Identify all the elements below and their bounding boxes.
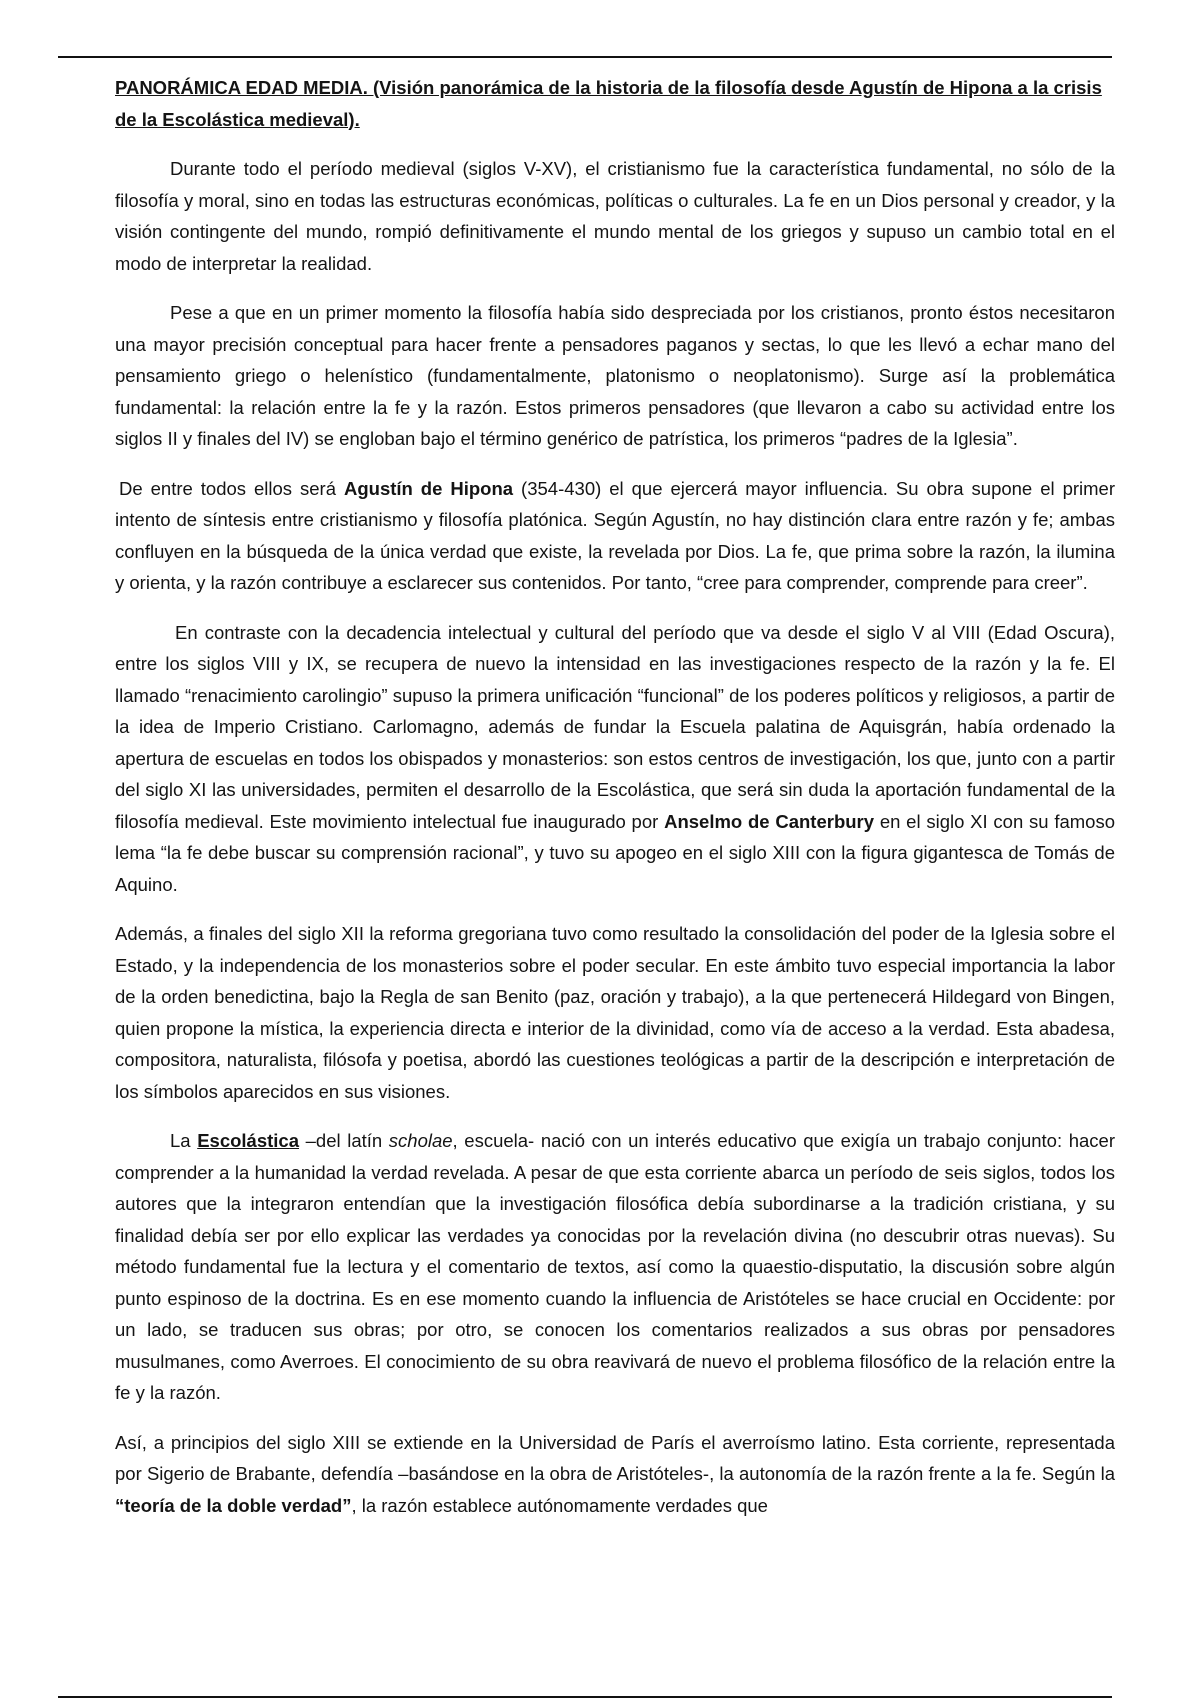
top-rule xyxy=(58,56,1112,58)
escolastica-bold-underline: Escolástica xyxy=(197,1130,300,1151)
scholae-italic: scholae xyxy=(388,1130,453,1151)
paragraph-4 xyxy=(115,617,1115,901)
paragraph-4-text-c: en el siglo XI con su famoso lema “la fe debe buscar su comprensión racional”, y tuvo su apogeo en el siglo XIII con la figura gigantesca de Tomás de Aquino. xyxy=(115,810,1116,895)
paragraph-3-text-a: De entre todos ellos será xyxy=(119,477,344,499)
agustin-de-hipona-bold: Agustín de Hipona xyxy=(343,477,514,499)
paragraph-6-text-a: La xyxy=(170,1130,198,1151)
teoria-doble-verdad-bold: “teoría de la doble verdad” xyxy=(115,1494,352,1516)
paragraph-5: Además, a finales del siglo XII la reforma gregoriana tuvo como resultado la consolidación del poder de la Iglesia sobre el Estado, y la independencia de los monasterios sobre el poder secular. En este ámbito tuvo especial importancia la labor de la orden benedictina, bajo la Regla de san Benito (paz, oración y trabajo), a la que pertenecerá Hildegard von Bingen, quien propone la mística, la experiencia directa e interior de la divinidad, como vía de acceso a la verdad. Esta abadesa, compositora, naturalista, filósofa y poetisa, abordó las cuestiones teológicas a partir de la descripción e interpretación de los símbolos aparecidos en sus visiones. xyxy=(115,923,1115,1102)
paragraph-3 xyxy=(115,473,1115,599)
paragraph-7 xyxy=(115,1427,1115,1522)
paragraph-6-text-e: , escuela- nació con un interés educativo que exigía un trabajo conjunto: hacer comprender a la humanidad la verdad revelada. A pesar de que esta corriente abarca un período de seis siglos, todos los autores que la integraron entendían que la investigación filosófica debía subordinarse a la tradición cristiana, y su finalidad debía ser por ello explicar las verdades ya conocidas por la revelación divina (no descubrir otras nuevas). Su método fundamental fue la lectura y el comentario de textos, así como la quaestio-disputatio, la discusión sobre algún punto espinoso de la doctrina. Es en ese momento cuando la influencia de Aristóteles se hace crucial en Occidente: por un lado, se traducen sus obras; por otro, se conocen los comentarios realizados a sus obras por pensadores musulmanes, como Averroes. El conocimiento de su obra reavivará de nuevo el problema filosófico de la relación entre la fe y la razón. xyxy=(115,1130,1115,1403)
paragraph-1: Durante todo el período medieval (siglos V-XV), el cristianismo fue la característica fundamental, no sólo de la filosofía y moral, sino en todas las estructuras económicas, políticas o culturales. La fe en un Dios personal y creador, y la visión contingente del mundo, rompió definitivamente el mundo mental de los griegos y supuso un cambio total en el modo de interpretar la realidad. xyxy=(115,158,1115,274)
document-title: PANORÁMICA EDAD MEDIA. (Visión panorámica de la historia de la filosofía desde Agustín de Hipona a la crisis de la Escolástica medieval). xyxy=(115,77,1102,130)
document-body xyxy=(115,72,1115,1539)
paragraph-6-text-c: –del latín xyxy=(299,1130,389,1151)
paragraph-6 xyxy=(115,1125,1115,1409)
paragraph-7-text-c: , la razón establece autónomamente verdades que xyxy=(351,1494,768,1516)
paragraph-4-text-a: En contraste con la decadencia intelectual y cultural del período que va desde el siglo V al VIII (Edad Oscura), entre los siglos VIII y IX, se recupera de nuevo la intensidad en las investigaciones respecto de la razón y la fe. El llamado “renacimiento carolingio” supuso la primera unificación “funcional” de los poderes políticos y religiosos, a partir de la idea de Imperio Cristiano. Carlomagno, además de fundar la Escuela palatina de Aquisgrán, había ordenado la apertura de escuelas en todos los obispados y monasterios: son estos centros de investigación, los que, junto con a partir del siglo XI las universidades, permiten el desarrollo de la Escolástica, que será sin duda la aportación fundamental de la filosofía medieval. Este movimiento intelectual fue inaugurado por xyxy=(115,621,1115,832)
paragraph-3-text-c: (354-430) el que ejercerá mayor influencia. Su obra supone el primer intento de síntesis entre cristianismo y filosofía platónica. Según Agustín, no hay distinción clara entre razón y fe; ambas confluyen en la búsqueda de la única verdad que existe, la revelada por Dios. La fe, que prima sobre la razón, la ilumina y orienta, y la razón contribuye a esclarecer sus contenidos. Por tanto, “cree para comprender, comprende para creer”. xyxy=(115,477,1115,593)
anselmo-de-canterbury-bold: Anselmo de Canterbury xyxy=(664,810,875,832)
bottom-rule xyxy=(58,1696,1112,1698)
paragraph-7-text-a: Así, a principios del siglo XIII se extiende en la Universidad de París el averroísmo latino. Esta corriente, representada por Sigerio de Brabante, defendía –basándose en la obra de Aristóteles-, la autonomía de la razón frente a la fe. Según la xyxy=(115,1431,1115,1484)
paragraph-2: Pese a que en un primer momento la filosofía había sido despreciada por los cristianos, pronto éstos necesitaron una mayor precisión conceptual para hacer frente a pensadores paganos y sectas, lo que les llevó a echar mano del pensamiento griego o helenístico (fundamentalmente, platonismo o neoplatonismo). Surge así la problemática fundamental: la relación entre la fe y la razón. Estos primeros pensadores (que llevaron a cabo su actividad entre los siglos II y finales del IV) se engloban bajo el término genérico de patrística, los primeros “padres de la Iglesia”. xyxy=(115,302,1115,449)
